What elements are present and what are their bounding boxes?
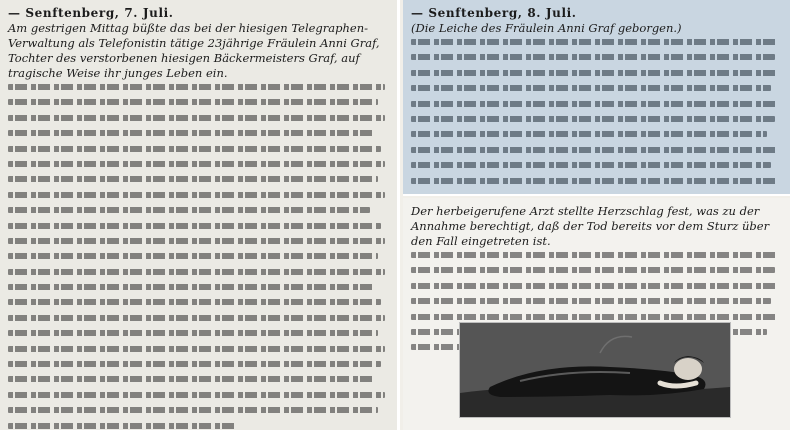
- right-top-article-lead: (Die Leiche des Fräulein Anni Graf geborgen.): [411, 21, 682, 35]
- reclining-figure-icon: [460, 323, 730, 417]
- left-article-dateline: — Senftenberg, 7. Juli.: [8, 6, 174, 20]
- right-bottom-article-lead: Der herbeigerufene Arzt stellte Herzschlag fest, was zu der Annahme berechtigt, daß der Tod bereits vor dem Sturz über den Fall eingetreten ist.: [411, 204, 770, 248]
- left-article-lead: Am gestrigen Mittag büßte das bei der hiesigen Telegraphen-Verwaltung als Telefonistin tätige 23jährige Fräulein Anni Graf, Tochter des verstorbenen hiesigen Bäckermeisters Graf, auf tragische Weise ihr junges Leben ein.: [8, 21, 380, 80]
- reclining-figure-illustration: [459, 322, 731, 418]
- left-article-remaining-text: [8, 84, 389, 429]
- right-top-article-remaining-text: [411, 39, 782, 184]
- right-top-article: [403, 0, 790, 196]
- right-top-article-dateline: — Senftenberg, 8. Juli.: [411, 6, 577, 20]
